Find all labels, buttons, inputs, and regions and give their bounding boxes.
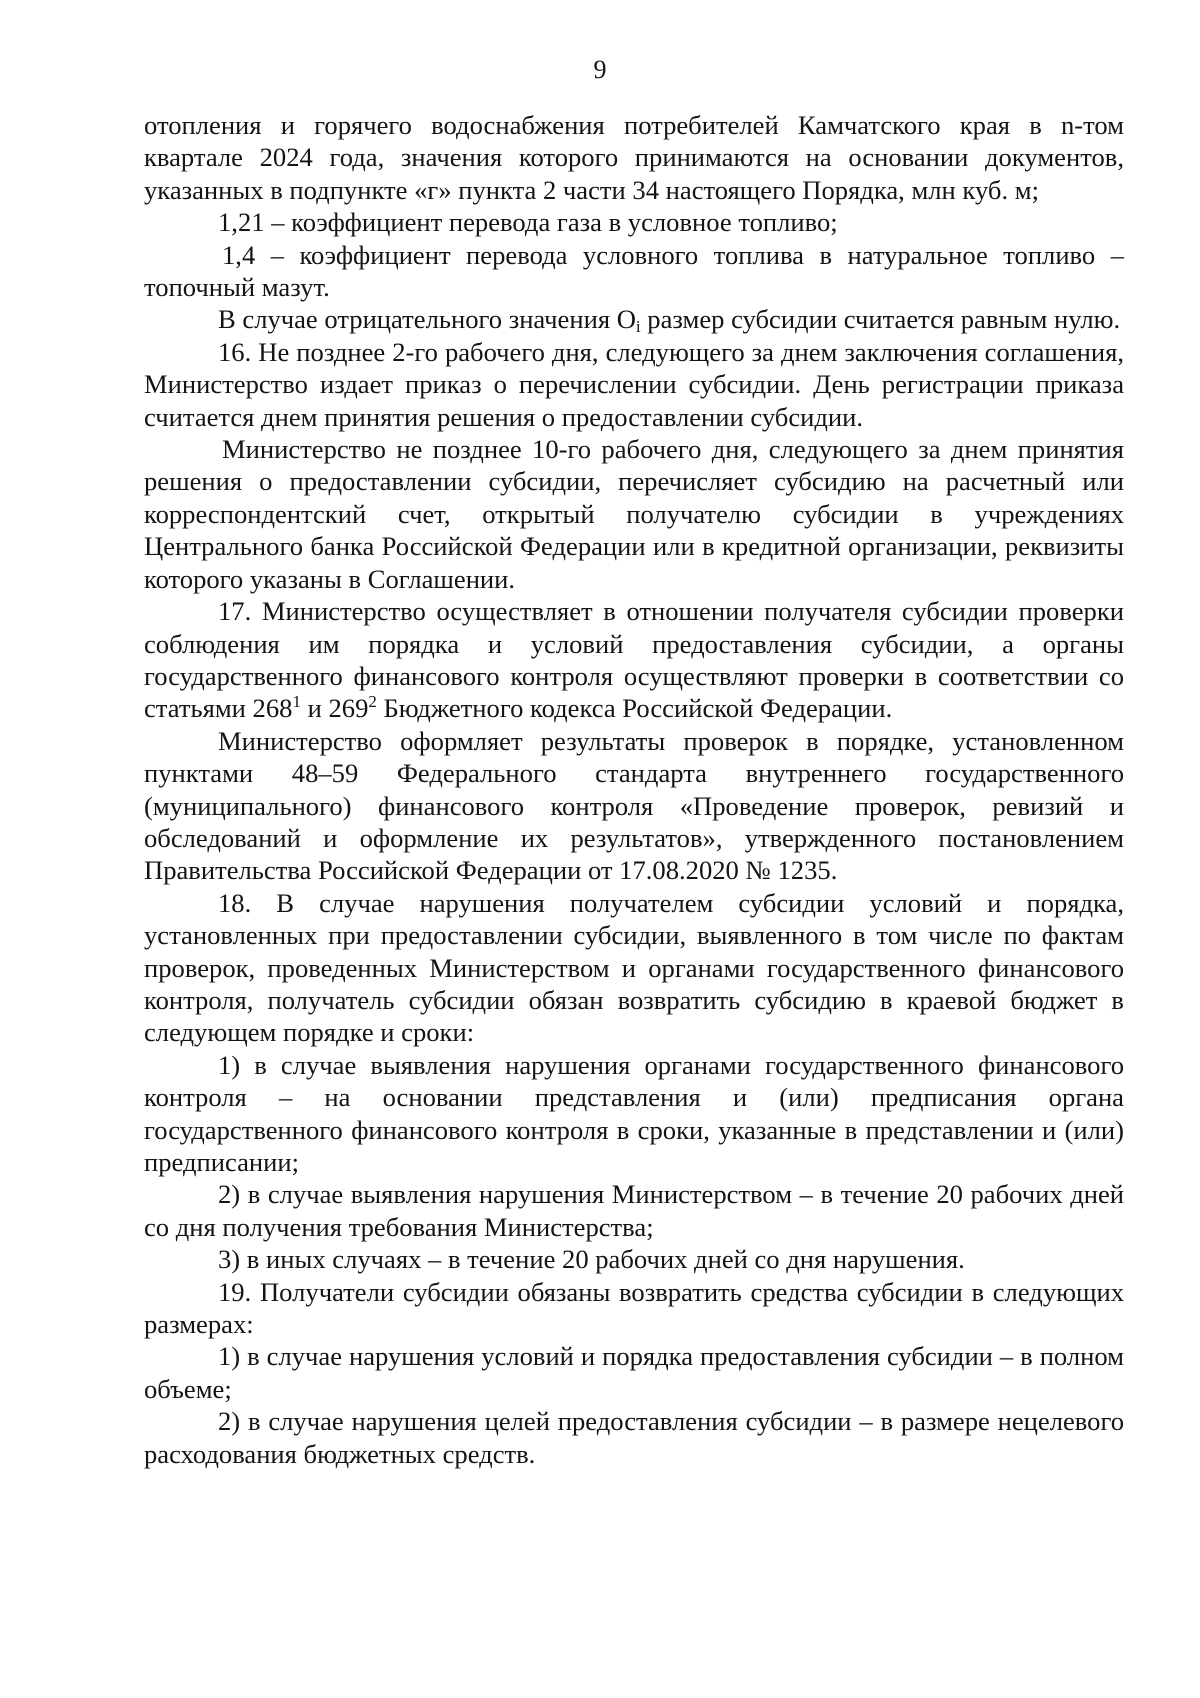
paragraph-16-transfer: Министерство не позднее 10-го рабочего дня, следующего за днем принятия решения о предоставлении субсидии, перечисляет субсидию на расчетный или корреспондентский счет, открытый получателю субсидии в учреждениях Центрального банка Российской Федерации или в кредитной организации, реквизиты которого указаны в Соглашении. (144, 434, 1124, 594)
paragraph-continuation: отопления и горячего водоснабжения потребителей Камчатского края в n-том квартале 2024 года, значения которого принимаются на основании документов, указанных в подпункте «г» пункта 2 части 34 настоящего Порядка, млн куб. м; (144, 110, 1124, 205)
paragraph-19-item-2: 2) в случае нарушения целей предоставления субсидии – в размере нецелевого расходования бюджетных средств. (144, 1406, 1124, 1469)
paragraph-coefficient-gas: 1,21 – коэффициент перевода газа в условное топливо; (218, 207, 838, 238)
paragraph-19: 19. Получатели субсидии обязаны возвратить средства субсидии в следующих размерах: (144, 1276, 1124, 1340)
paragraph-coefficient-fuel: 1,4 – коэффициент перевода условного топлива в натуральное топливо – топочный мазут. (144, 239, 1124, 303)
text-fragment: Бюджетного кодекса Российской Федерации. (376, 693, 893, 724)
paragraph-18-item-2: 2) в случае выявления нарушения Министерством – в течение 20 рабочих дней со дня получения требования Министерства; (144, 1179, 1124, 1242)
paragraph-18: 18. В случае нарушения получателем субсидии условий и порядка, установленных при предоставлении субсидии, выявленного в том числе по фактам проверок, проведенных Министерством и органами государственного финансового контроля, получатель субсидии обязан возвратить субсидию в краевой бюджет в следующем порядке и сроки: (144, 887, 1124, 1048)
text-fragment: В случае отрицательного значения O (218, 304, 636, 335)
paragraph-18-item-3: 3) в иных случаях – в течение 20 рабочих дней со дня нарушения. (218, 1244, 965, 1275)
text-fragment: 17. Министерство осуществляет в отношении получателя субсидии проверки соблюдения им порядка и условий предоставления субсидии, а органы государственного финансового контроля осуществляют проверки в соответствии со статьями 268 (144, 596, 1124, 724)
subscript: i (635, 317, 641, 337)
superscript: 1 (292, 692, 301, 712)
text-fragment: и 269 (300, 693, 369, 724)
paragraph-negative-value (144, 303, 1124, 335)
paragraph-16: 16. Не позднее 2-го рабочего дня, следующего за днем заключения соглашения, Министерство издает приказ о перечислении субсидии. День регистрации приказа считается днем принятия решения о предоставлении субсидии. (144, 336, 1124, 432)
paragraph-17 (144, 595, 1124, 725)
document-body (144, 109, 1124, 1470)
paragraph-19-item-1: 1) в случае нарушения условий и порядка предоставления субсидии – в полном объеме; (144, 1341, 1124, 1404)
superscript: 2 (368, 692, 377, 712)
page-number: 9 (593, 55, 607, 84)
paragraph-18-item-1: 1) в случае выявления нарушения органами государственного финансового контроля – на основании представления и (или) предписания органа государственного финансового контроля в сроки, указанные в представлении и (или) предписании; (144, 1049, 1124, 1177)
text-fragment: размер субсидии считается равным нулю. (640, 304, 1121, 335)
paragraph-17-results: Министерство оформляет результаты проверок в порядке, установленном пунктами 48–59 Федерального стандарта внутреннего государственного (муниципального) финансового контроля «Проведение проверок, ревизий и обследований и оформление их результатов», утвержденного постановлением Правительства Российской Федерации от 17.08.2020 № 1235. (144, 725, 1124, 886)
